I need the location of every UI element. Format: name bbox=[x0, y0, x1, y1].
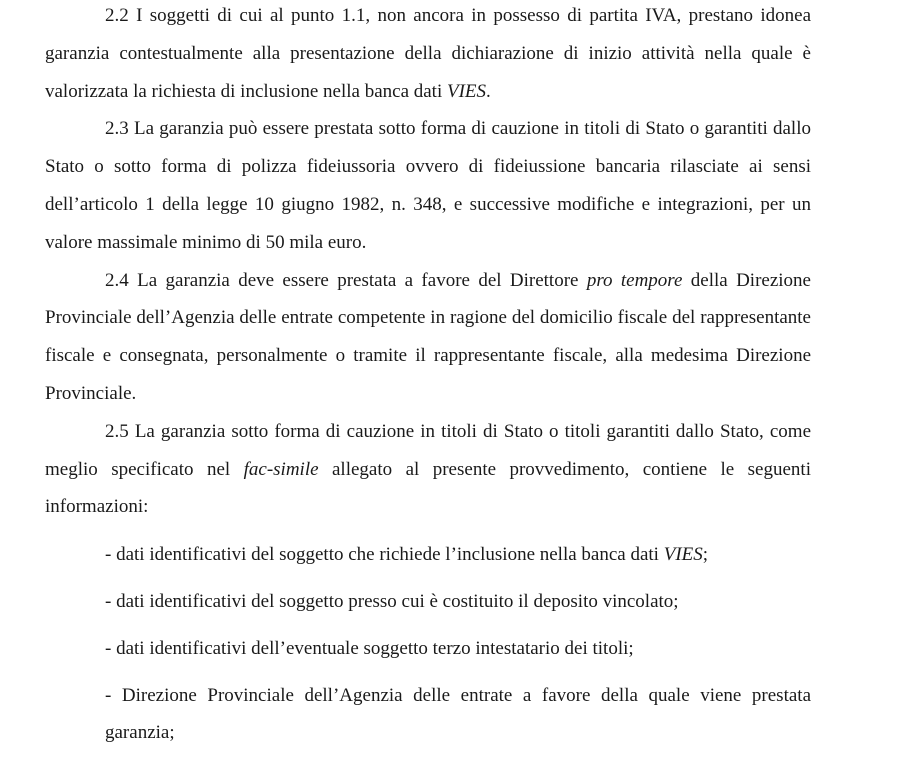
list-item bbox=[105, 677, 811, 753]
information-list bbox=[45, 536, 811, 752]
italic-term: VIES bbox=[447, 80, 487, 102]
paragraph-text: allegato al presente provvedimento, contiene le seguenti informazioni: bbox=[45, 458, 811, 518]
paragraph-text: 2.3 La garanzia può essere prestata sotto forma di cauzione in titoli di Stato o garantiti dallo Stato o sotto forma di polizza fideiussoria ovvero di fideiussione bancaria rilasciate ai sensi dell’articolo 1 della legge 10 giugno 1982, n. 348, e successive modifiche e integrazioni, per un valore massimale minimo di 50 mila euro. bbox=[45, 118, 811, 253]
list-item bbox=[105, 583, 811, 621]
paragraph-2-4 bbox=[45, 262, 811, 413]
paragraph-2-2 bbox=[45, 0, 811, 110]
paragraph-text: 2.4 La garanzia deve essere prestata a favore del Direttore bbox=[105, 269, 587, 291]
italic-term: VIES bbox=[663, 544, 703, 566]
paragraph-text: 2.5 La garanzia sotto forma di cauzione in titoli di Stato o titoli garantiti dallo Stato, come meglio specificato nel bbox=[45, 420, 811, 480]
list-item bbox=[105, 536, 811, 574]
list-item-text: - dati identificativi del soggetto presso cui è costituito il deposito vincolato; bbox=[105, 590, 679, 612]
paragraph-2-5 bbox=[45, 413, 811, 526]
paragraph-text: . bbox=[486, 80, 491, 102]
list-item-text: - dati identificativi del soggetto che richiede l’inclusione nella banca dati bbox=[105, 544, 664, 566]
paragraph-2-3 bbox=[45, 110, 811, 261]
italic-term: pro tempore bbox=[586, 269, 683, 291]
list-item-text: - dati identificativi dell’eventuale soggetto terzo intestatario dei titoli; bbox=[105, 637, 634, 659]
document-page bbox=[45, 0, 811, 752]
paragraph-text: della Direzione Provinciale dell’Agenzia delle entrate competente in ragione del domicilio fiscale del rappresentante fiscale e consegnata, personalmente o tramite il rappresentante fiscale, alla medesima Direzione Provinciale. bbox=[45, 269, 811, 404]
list-item bbox=[105, 630, 811, 668]
paragraph-text: 2.2 I soggetti di cui al punto 1.1, non ancora in possesso di partita IVA, prestano idonea garanzia contestualmente alla presentazione della dichiarazione di inizio attività nella quale è valorizzata la richiesta di inclusione nella banca dati bbox=[45, 5, 811, 102]
list-item-text: ; bbox=[702, 544, 709, 566]
italic-term: fac-simile bbox=[243, 458, 319, 480]
list-item-text: - Direzione Provinciale dell’Agenzia delle entrate a favore della quale viene prestata garanzia; bbox=[105, 684, 811, 744]
